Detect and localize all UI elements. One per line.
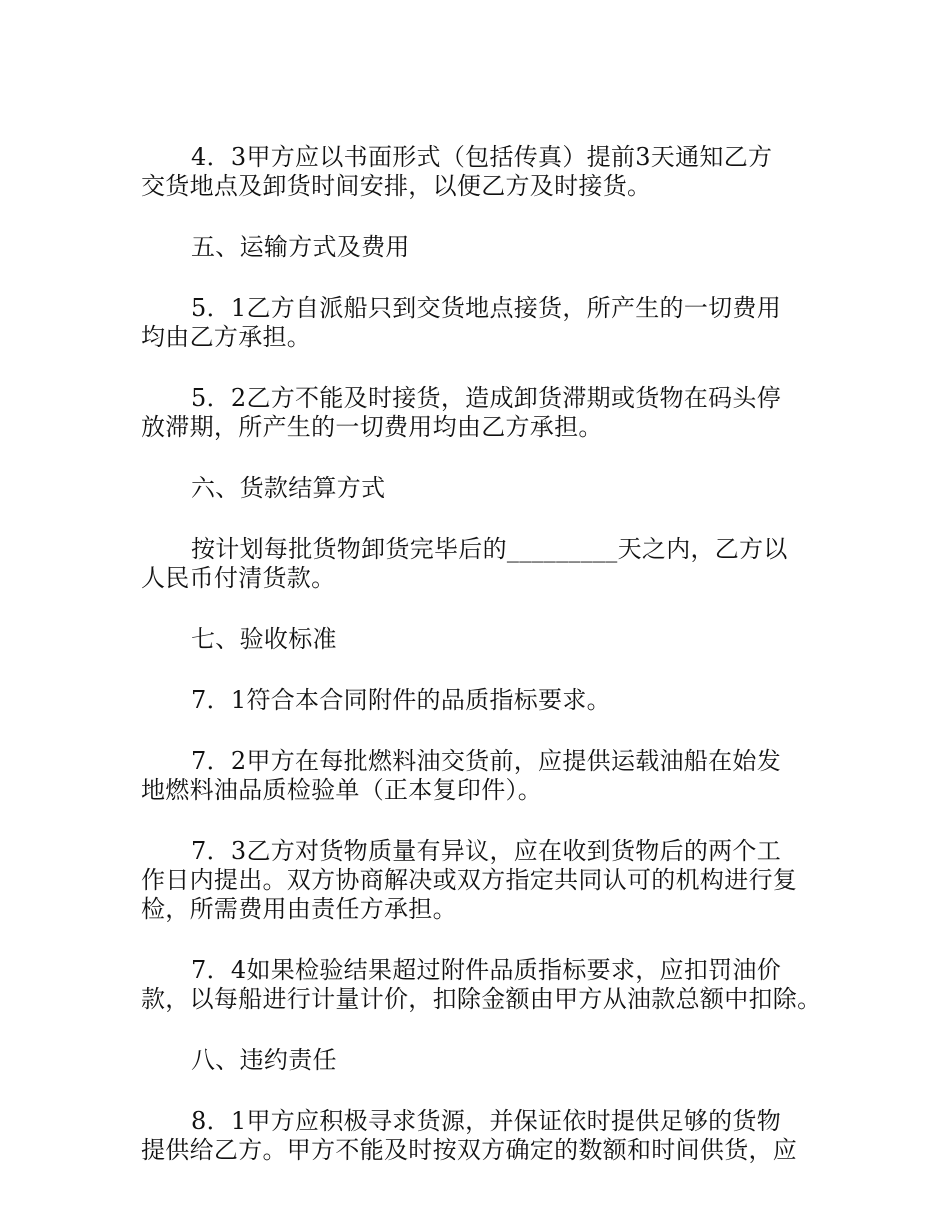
paragraph-line: 款，以每船进行计量计价，扣除金额由甲方从油款总额中扣除。 bbox=[141, 985, 822, 1013]
clause-5-1 bbox=[141, 294, 821, 352]
heading-text: 八、违约责任 bbox=[191, 1046, 337, 1074]
paragraph-line: 检，所需费用由责任方承担。 bbox=[141, 895, 457, 923]
paragraph-line: 7．2甲方在每批燃料油交货前，应提供运载油船在始发 bbox=[191, 747, 782, 775]
paragraph-line: 按计划每批货物卸货完毕后的_________天之内，乙方以 bbox=[191, 535, 788, 563]
section-heading-payment bbox=[141, 474, 821, 503]
payment-terms bbox=[141, 535, 821, 593]
paragraph-line: 提供给乙方。甲方不能及时按双方确定的数额和时间供货，应 bbox=[141, 1136, 798, 1164]
paragraph-line: 地燃料油品质检验单（正本复印件）。 bbox=[141, 776, 543, 804]
heading-text: 七、验收标准 bbox=[191, 625, 337, 653]
section-heading-liability bbox=[141, 1046, 821, 1075]
paragraph-line: 7．3乙方对货物质量有异议，应在收到货物后的两个工 bbox=[191, 837, 782, 865]
heading-text: 六、货款结算方式 bbox=[191, 474, 386, 502]
paragraph-line: 5．1乙方自派船只到交货地点接货，所产生的一切费用 bbox=[191, 294, 782, 322]
section-heading-acceptance bbox=[141, 625, 821, 654]
clause-5-2 bbox=[141, 384, 821, 442]
clause-7-3 bbox=[141, 837, 821, 924]
paragraph-line: 人民币付清货款。 bbox=[141, 564, 336, 592]
clause-8-1 bbox=[141, 1107, 821, 1165]
paragraph-line: 5．2乙方不能及时接货，造成卸货滞期或货物在码头停 bbox=[191, 384, 782, 412]
paragraph-line: 4．3甲方应以书面形式（包括传真）提前3天通知乙方 bbox=[191, 143, 773, 171]
clause-7-1 bbox=[141, 686, 821, 715]
section-heading-transport bbox=[141, 233, 821, 262]
paragraph-line: 7．4如果检验结果超过附件品质指标要求，应扣罚油价 bbox=[191, 956, 782, 984]
heading-text: 五、运输方式及费用 bbox=[191, 233, 410, 261]
clause-7-4 bbox=[141, 956, 821, 1014]
clause-7-2 bbox=[141, 747, 821, 805]
document-body bbox=[141, 143, 821, 1197]
paragraph-line: 交货地点及卸货时间安排，以便乙方及时接货。 bbox=[141, 172, 652, 200]
paragraph-line: 作日内提出。双方协商解决或双方指定共同认可的机构进行复 bbox=[141, 866, 798, 894]
paragraph-line: 放滞期，所产生的一切费用均由乙方承担。 bbox=[141, 413, 603, 441]
paragraph-line: 均由乙方承担。 bbox=[141, 323, 312, 351]
clause-4-3 bbox=[141, 143, 821, 201]
paragraph-line: 8．1甲方应积极寻求货源，并保证依时提供足够的货物 bbox=[191, 1107, 782, 1135]
paragraph-line: 7．1符合本合同附件的品质指标要求。 bbox=[191, 686, 611, 714]
